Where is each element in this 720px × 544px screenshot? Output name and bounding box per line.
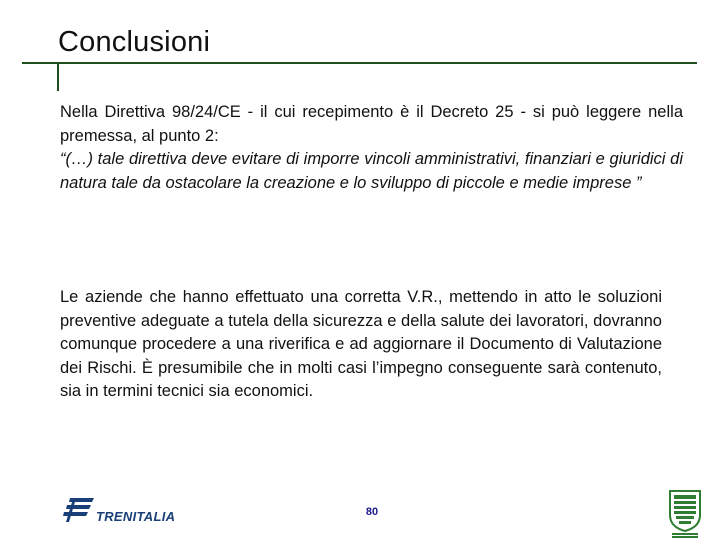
slide-title: Conclusioni — [58, 26, 211, 58]
trenitalia-logo-icon — [60, 488, 96, 528]
trenitalia-logo — [60, 488, 200, 528]
paragraph-directive-intro: Nella Direttiva 98/24/CE - il cui recepimento è il Decreto 25 - si può leggere nella premessa, al punto 2: — [60, 103, 683, 145]
directive-quote: “(…) tale direttiva deve evitare di imporre vincoli amministrativi, finanziari e giuridici di natura tale da ostacolare la creazione e lo sviluppo di piccole e medie imprese ” — [60, 150, 683, 192]
title-accent-bar — [57, 64, 59, 91]
paragraph-conclusion: Le aziende che hanno effettuato una corretta V.R., mettendo in atto le soluzioni preventive adeguate a tutela della sicurezza e della salute dei lavoratori, dovranno comunque procedere a una riverifica e ad aggiornare il Documento di Valutazione dei Rischi. È presumibile che in molti casi l’impegno conseguente sarà contenuto, sia in termini tecnici sia economici. — [60, 288, 662, 400]
trenitalia-wordmark: TRENITALIA — [96, 509, 176, 524]
university-crest — [666, 489, 704, 539]
university-crest-icon — [666, 489, 704, 539]
title-divider — [22, 62, 697, 64]
paragraph-directive — [60, 101, 683, 195]
page-number: 80 — [365, 506, 379, 518]
